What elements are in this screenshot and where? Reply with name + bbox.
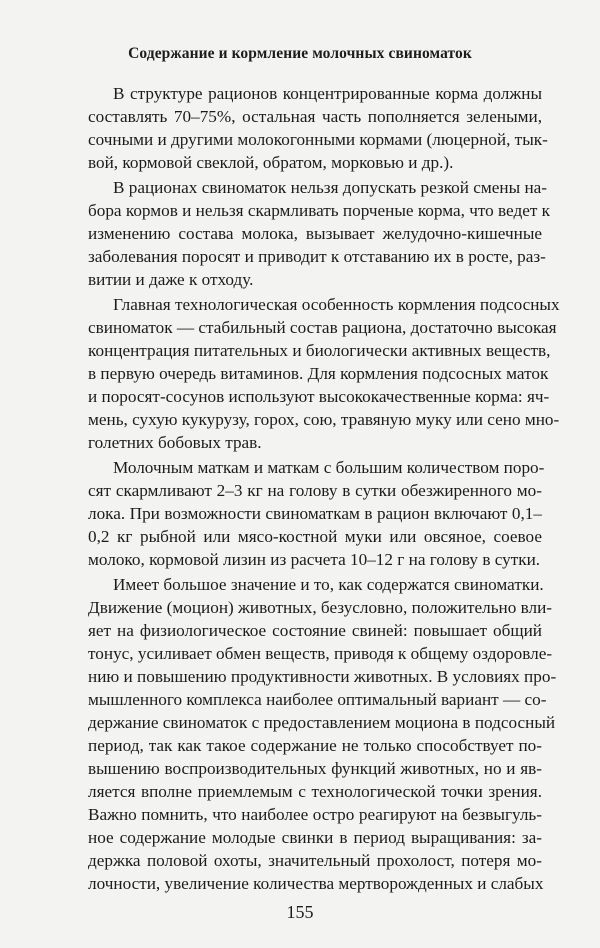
text-line: вышению воспроизводительных функций животных, но и яв- [88,759,542,778]
page-number: 155 [286,902,314,922]
text-line: В структуре рационов концентрированные корма должны [113,84,542,103]
text-line: ное содержание молодые свинки в период выращивания: за- [88,828,542,847]
text-line: вой, кормовой свеклой, обратом, морковью и др.). [88,153,454,172]
text-line: и поросят-сосунов используют высококачественные корма: яч- [88,387,550,406]
text-line: лока. При возможности свиноматкам в рацион включают 0,1– [88,504,542,523]
text-line: держание свиноматок с предоставлением моциона в подсосный [88,713,556,732]
text-line: Главная технологическая особенность кормления подсосных [113,295,560,314]
section-heading: Содержание и кормление молочных свиноматок [128,45,472,62]
text-line: концентрация питательных и биологически активных веществ, [88,341,551,360]
text-line: витии и даже к отходу. [88,270,254,289]
text-line: изменению состава молока, вызывает желудочно-кишечные [88,224,542,243]
text-line: заболевания поросят и приводит к отставанию их в росте, раз- [88,247,546,266]
text-line: Имеет большое значение и то, как содержатся свиноматки. [113,575,544,594]
text-line: ляется вполне приемлемым с технологической точки зрения. [88,782,542,801]
text-line: сят скармливают 2–3 кг на голову в сутки обезжиренного мо- [88,481,542,500]
text-line: Важно помнить, что наиболее остро реагируют на безвыгуль- [88,805,542,824]
text-line: В рационах свиноматок нельзя допускать резкой смены на- [113,178,547,197]
text-line: сочными и другими молокогонными кормами (люцерной, тык- [88,130,548,149]
text-line: период, так как такое содержание не только способствует по- [88,736,542,755]
text-line: в первую очередь витаминов. Для кормления подсосных маток [88,364,549,383]
text-line: составлять 70–75%, остальная часть пополняется зелеными, [88,107,542,126]
text-line: мышленного комплекса наиболее оптимальный вариант — со- [88,690,547,709]
text-line: держка половой охоты, значительный прохолост, потеря мо- [88,851,542,870]
text-line: Движение (моцион) животных, безусловно, положительно вли- [88,598,553,617]
text-line: 0,2 кг рыбной или мясо-костной муки или овсяное, соевое [88,527,542,546]
text-line: бора кормов и нельзя скармливать порченые корма, что ведет к [88,201,550,220]
text-line: лочности, увеличение количества мертворожденных и слабых [88,874,544,893]
text-line: тонус, усиливает обмен веществ, приводя к общему оздоровле- [88,644,553,663]
text-line: свиноматок — стабильный состав рациона, достаточно высокая [88,318,557,337]
text-line: нию и повышению продуктивности животных. В условиях про- [88,667,557,686]
text-line: голетних бобовых трав. [88,433,262,452]
text-line: мень, сухую кукурузу, горох, сою, травяную муку или сено мно- [88,410,560,429]
text-line: молоко, кормовой лизин из расчета 10–12 г на голову в сутки. [88,550,541,569]
text-line: Молочным маткам и маткам с большим количеством поро- [113,458,545,477]
text-line: яет на физиологическое состояние свиней: повышает общий [88,621,542,640]
